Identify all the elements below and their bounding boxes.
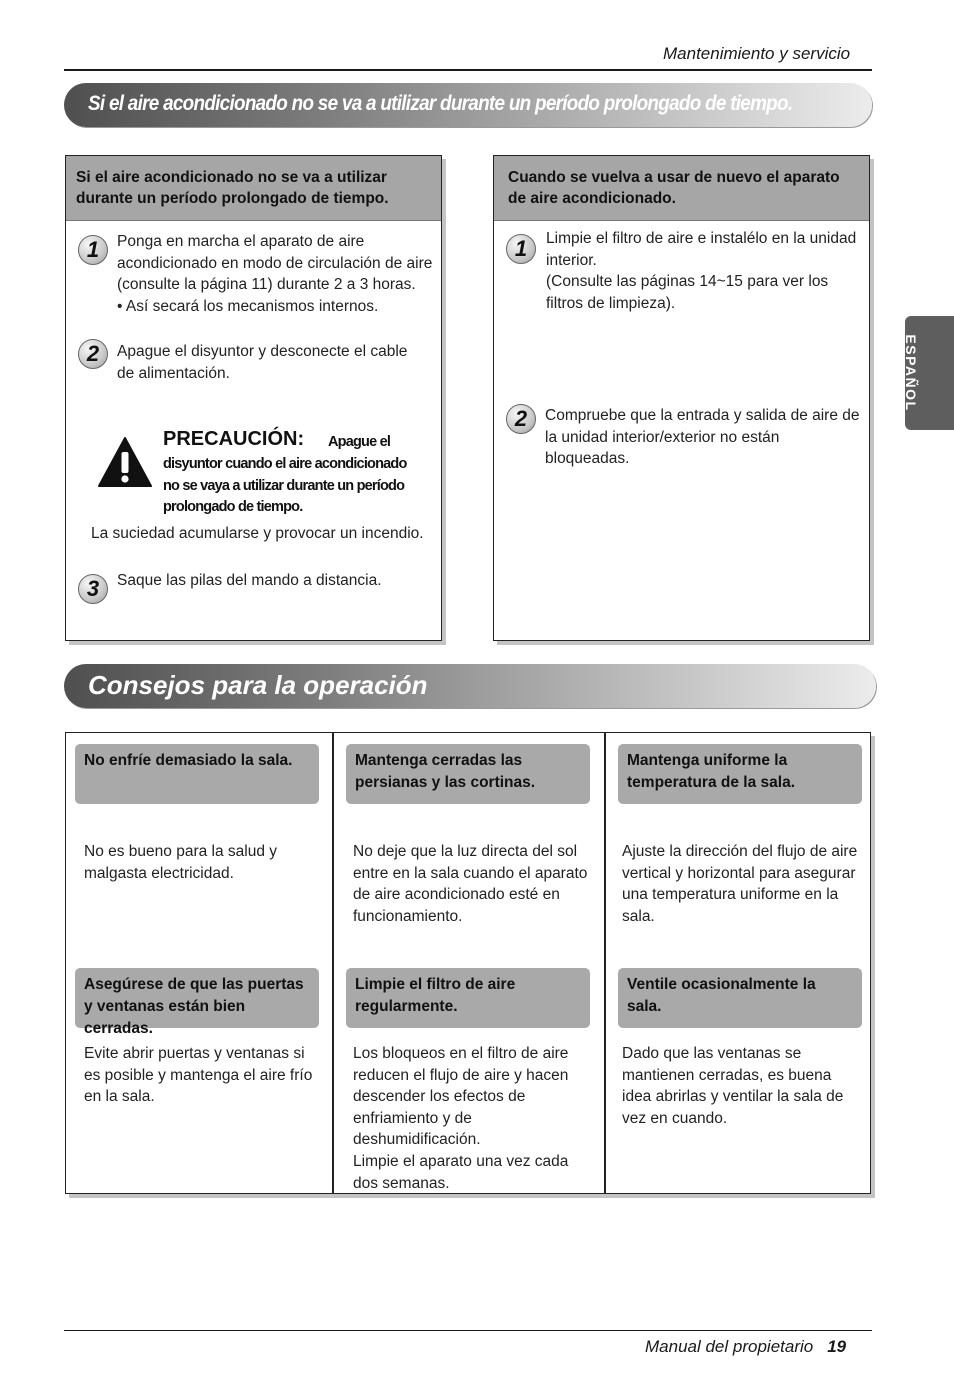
tip-heading: Mantenga cerradas las persianas y las cortinas. (346, 744, 590, 804)
tip-text: No deje que la luz directa del sol entre en la sala cuando el aparato de aire acondicionado esté en funcionamiento. (353, 843, 588, 925)
step-text: Limpie el filtro de aire e instalélo en la unidad interior. (Consulte las páginas 14~15 para ver los filtros de limpieza). (546, 230, 857, 312)
page-number: 19 (827, 1337, 847, 1356)
caution-text: disyuntor cuando el aire acondicionado no se vaya a utilizar durante un período prolongado de tiempo. (163, 456, 407, 515)
step-text: Compruebe que la entrada y salida de aire de la unidad interior/exterior no están bloqueadas. (545, 407, 860, 467)
footer-rule (64, 1330, 872, 1331)
column-divider (332, 733, 334, 1193)
tip-heading: No enfríe demasiado la sala. (75, 744, 319, 804)
tip-text: Los bloqueos en el filtro de aire reducen el flujo de aire y hacen descender los efectos de enfriamiento y de deshumidificación. Limpie el aparato una vez cada dos semanas. (353, 1045, 569, 1192)
header-rule (64, 69, 872, 71)
language-tab (905, 316, 954, 430)
column-divider (604, 733, 606, 1193)
warning-triangle-icon (97, 436, 153, 488)
step-number: 1 (506, 234, 536, 264)
banner-title: Si el aire acondicionado no se va a utilizar durante un período prolongado de tiempo. (88, 92, 793, 115)
tip-text: Dado que las ventanas se mantienen cerradas, es buena idea abrirlas y ventilar la sala de vez en cuando. (622, 1045, 844, 1127)
step-number: 2 (506, 404, 536, 434)
section-banner-long-term (64, 83, 872, 127)
caution-text-first: Apague el (328, 434, 391, 450)
tip-text: Ajuste la dirección del flujo de aire vertical y horizontal para asegurar una temperatura uniforme en la sala. (622, 843, 858, 925)
footer (645, 1337, 846, 1357)
step-number: 1 (78, 235, 108, 265)
section-banner-tips (64, 664, 876, 708)
caution-note: La suciedad acumularse y provocar un incendio. (91, 525, 424, 542)
storage-instructions-box (65, 155, 442, 641)
tip-heading: Asegúrese de que las puertas y ventanas están bien cerradas. (75, 968, 319, 1028)
step-number: 3 (78, 574, 108, 604)
tip-heading: Limpie el filtro de aire regularmente. (346, 968, 590, 1028)
reuse-instructions-box (493, 155, 870, 641)
caution-title: PRECAUCIÓN: (163, 428, 305, 450)
box-heading: Si el aire acondicionado no se va a utilizar durante un período prolongado de tiempo. (66, 156, 441, 221)
step-number: 2 (78, 339, 108, 369)
tip-heading: Mantenga uniforme la temperatura de la sala. (618, 744, 862, 804)
tips-grid (65, 732, 871, 1194)
tip-text: Evite abrir puertas y ventanas si es posible y mantenga el aire frío en la sala. (84, 1045, 313, 1106)
banner-title: Consejos para la operación (88, 670, 428, 700)
tip-text: No es bueno para la salud y malgasta electricidad. (84, 843, 278, 882)
manual-title: Manual del propietario (645, 1337, 814, 1356)
box-heading: Cuando se vuelva a usar de nuevo el aparato de aire acondicionado. (494, 156, 869, 221)
section-title: Mantenimiento y servicio (663, 44, 851, 63)
tip-heading: Ventile ocasionalmente la sala. (618, 968, 862, 1028)
step-text: Apague el disyuntor y desconecte el cable de alimentación. (117, 343, 408, 382)
step-text: Saque las pilas del mando a distancia. (117, 572, 382, 589)
language-tab-label: ESPAÑOL (903, 334, 919, 412)
step-text: Ponga en marcha el aparato de aire acondicionado en modo de circulación de aire (consulte la página 11) durante 2 a 3 horas. • Así secará los mecanismos internos. (117, 233, 433, 315)
